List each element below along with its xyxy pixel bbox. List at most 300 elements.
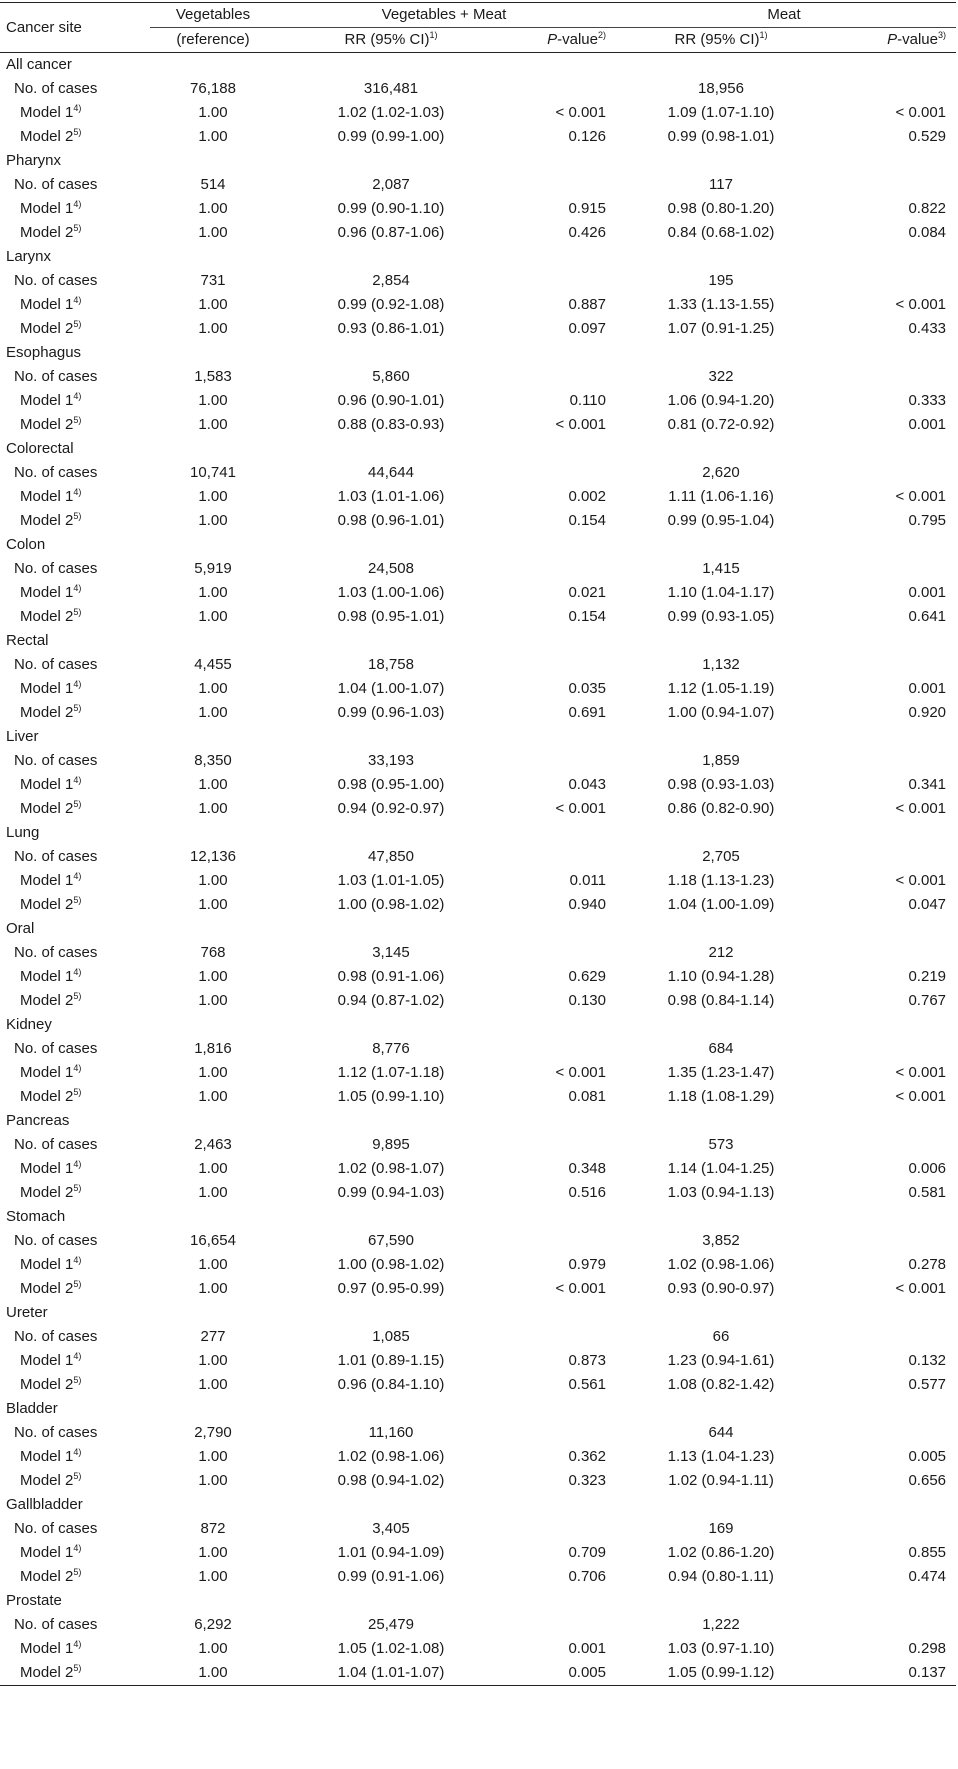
cases-empty [830,557,956,581]
model1-vm-p: 0.001 [568,1640,606,1657]
model1-ref-value: 1.00 [198,296,228,313]
model2-meat-rr: 0.99 (0.95-1.04) [667,512,775,529]
cases-vegetables: 76,188 [190,80,236,97]
model2-row [0,413,956,437]
header-vegetables: Vegetables [150,3,276,28]
cases-empty [506,1229,612,1253]
model1-label-text: Model 1 [20,680,74,697]
cases-vegetables: 5,919 [194,560,232,577]
model2-ref-value: 1.00 [198,224,228,241]
cases-label [0,1325,150,1349]
model2-label-text: Model 2 [20,800,74,817]
cases-meat: 1,222 [702,1616,740,1633]
model1-vm-p: 0.043 [568,776,606,793]
model2-meat-p: 0.656 [908,1472,947,1489]
model2-row [0,1469,956,1493]
cases-empty [830,365,956,389]
cases-meat: 573 [708,1136,734,1153]
model2-label [0,509,150,533]
model1-label [0,677,150,701]
model1-label-sup: 4) [73,583,82,593]
site-row [0,1013,956,1037]
model1-label-text: Model 1 [20,296,74,313]
cases-meat: 1,415 [702,560,740,577]
cases-empty [506,77,612,101]
site-name: Gallbladder [6,1496,83,1513]
model1-vm-p: 0.362 [568,1448,606,1465]
model1-vm-p: 0.021 [568,584,606,601]
site-row [0,1205,956,1229]
model2-meat-rr: 1.04 (1.00-1.09) [667,896,775,913]
model1-label-text: Model 1 [20,1256,74,1273]
model1-meat-p: 0.855 [908,1544,947,1561]
model1-meat-p: < 0.001 [895,104,947,121]
model1-vm-p: 0.002 [568,488,606,505]
model1-ref-value: 1.00 [198,776,228,793]
site-name: Bladder [6,1400,58,1417]
cases-row [0,461,956,485]
model1-label-text: Model 1 [20,1352,74,1369]
model1-meat-rr: 1.13 (1.04-1.23) [667,1448,775,1465]
cases-label [0,269,150,293]
model1-vm-p: 0.629 [568,968,606,985]
header-vm-p-sup: 2) [597,30,606,40]
cases-empty [830,1229,956,1253]
cases-label [0,1037,150,1061]
model1-vm-rr: 1.12 (1.07-1.18) [337,1064,445,1081]
cases-row [0,1421,956,1445]
model1-label-sup: 4) [73,295,82,305]
cases-label-text: No. of cases [14,848,98,865]
cases-empty [506,461,612,485]
model2-row [0,989,956,1013]
model2-row [0,125,956,149]
model2-vm-p: 0.706 [568,1568,606,1585]
site-name: Rectal [6,632,49,649]
model2-label-sup: 5) [73,319,82,329]
model1-vm-rr: 1.02 (1.02-1.03) [337,104,445,121]
model1-meat-p: < 0.001 [895,872,947,889]
model2-ref-value: 1.00 [198,1088,228,1105]
site-row [0,245,956,269]
cases-meat: 322 [708,368,734,385]
cases-row [0,941,956,965]
model2-meat-rr: 0.93 (0.90-0.97) [667,1280,775,1297]
cases-empty [830,1325,956,1349]
model2-meat-p: 0.529 [908,128,947,145]
model1-label-sup: 4) [73,679,82,689]
model1-meat-p: 0.006 [908,1160,947,1177]
model1-label-sup: 4) [73,1639,82,1649]
model1-label-text: Model 1 [20,968,74,985]
model2-row [0,1661,956,1686]
header-meat-rr [612,28,830,53]
model2-vm-p: 0.691 [568,704,606,721]
model2-ref-value: 1.00 [198,128,228,145]
model1-row [0,389,956,413]
table-body [0,53,956,1686]
model1-vm-rr: 1.03 (1.01-1.05) [337,872,445,889]
model2-ref-value: 1.00 [198,608,228,625]
model2-vm-rr: 0.99 (0.91-1.06) [337,1568,445,1585]
model2-label [0,1181,150,1205]
model2-vm-rr: 1.04 (1.01-1.07) [337,1664,445,1681]
model2-vm-rr: 0.94 (0.92-0.97) [337,800,445,817]
model2-vm-p: 0.561 [568,1376,606,1393]
model1-vm-rr: 1.03 (1.01-1.06) [337,488,445,505]
cases-meat: 684 [708,1040,734,1057]
model1-meat-p: 0.001 [908,584,947,601]
cases-vegetables: 8,350 [194,752,232,769]
model2-vm-rr: 0.88 (0.83-0.93) [337,416,445,433]
model2-vm-rr: 0.94 (0.87-1.02) [337,992,445,1009]
model2-row [0,701,956,725]
model2-label-text: Model 2 [20,704,74,721]
model2-ref-value: 1.00 [198,896,228,913]
model2-label-sup: 5) [73,991,82,1001]
header-vm-rr-label: RR (95% CI) [344,31,430,48]
cases-label-text: No. of cases [14,80,98,97]
cases-row [0,173,956,197]
model1-label-text: Model 1 [20,776,74,793]
cases-empty [506,1037,612,1061]
model1-row [0,677,956,701]
site-row [0,917,956,941]
cases-label [0,557,150,581]
header-vm-rr [276,28,506,53]
cases-row [0,1613,956,1637]
model2-row [0,1181,956,1205]
cases-meat: 18,956 [698,80,744,97]
model1-label-text: Model 1 [20,488,74,505]
cases-veg-meat: 2,087 [372,176,410,193]
model2-label-text: Model 2 [20,1472,74,1489]
cases-veg-meat: 67,590 [368,1232,414,1249]
header-cancer-site: Cancer site [0,3,150,53]
model1-meat-p: 0.005 [908,1448,947,1465]
cases-label [0,173,150,197]
cases-row [0,1037,956,1061]
model2-label [0,1661,150,1686]
cases-label-text: No. of cases [14,560,98,577]
model1-label-sup: 4) [73,199,82,209]
model2-meat-p: 0.001 [908,416,947,433]
cases-empty [506,749,612,773]
cases-empty [506,365,612,389]
cases-row [0,749,956,773]
model1-vm-p: 0.887 [568,296,606,313]
cases-vegetables: 4,455 [194,656,232,673]
cases-label [0,941,150,965]
model1-vm-rr: 1.00 (0.98-1.02) [337,1256,445,1273]
cases-empty [506,1517,612,1541]
header-meat-p-rest: -value [897,31,938,48]
cases-veg-meat: 18,758 [368,656,414,673]
cases-empty [506,845,612,869]
model2-label-sup: 5) [73,511,82,521]
model1-meat-rr: 1.02 (0.86-1.20) [667,1544,775,1561]
model1-label [0,1253,150,1277]
model2-label-text: Model 2 [20,1280,74,1297]
model1-row [0,1061,956,1085]
model2-label-sup: 5) [73,1087,82,1097]
header-vm-p-rest: -value [557,31,598,48]
cases-empty [830,749,956,773]
model2-label-sup: 5) [73,1279,82,1289]
model2-meat-p: 0.084 [908,224,947,241]
site-name: Prostate [6,1592,62,1609]
cases-label-text: No. of cases [14,656,98,673]
model2-label [0,1085,150,1109]
cases-label [0,1517,150,1541]
model1-vm-p: < 0.001 [555,1064,606,1081]
cases-empty [506,653,612,677]
model1-ref-value: 1.00 [198,872,228,889]
model2-label-text: Model 2 [20,128,74,145]
cases-empty [830,77,956,101]
model2-meat-rr: 0.98 (0.84-1.14) [667,992,775,1009]
model2-meat-p: 0.795 [908,512,947,529]
model1-ref-value: 1.00 [198,1064,228,1081]
model2-meat-p: 0.581 [908,1184,947,1201]
cases-veg-meat: 11,160 [368,1424,414,1441]
model2-vm-p: < 0.001 [555,416,606,433]
model1-meat-p: < 0.001 [895,296,947,313]
cases-label-text: No. of cases [14,1040,98,1057]
model1-ref-value: 1.00 [198,968,228,985]
model2-label [0,989,150,1013]
cases-empty [830,845,956,869]
cases-empty [830,269,956,293]
model2-label-text: Model 2 [20,608,74,625]
header-meat-rr-label: RR (95% CI) [674,31,760,48]
cases-vegetables: 514 [200,176,226,193]
model1-vm-p: < 0.001 [555,104,606,121]
cases-meat: 212 [708,944,734,961]
model1-label [0,1541,150,1565]
model2-row [0,1373,956,1397]
model2-meat-rr: 1.02 (0.94-1.11) [668,1472,774,1489]
model2-label-sup: 5) [73,1183,82,1193]
model1-meat-p: < 0.001 [895,488,947,505]
cases-label [0,1613,150,1637]
model1-meat-rr: 1.33 (1.13-1.55) [667,296,775,313]
model1-vm-p: 0.873 [568,1352,606,1369]
model1-label [0,1349,150,1373]
cases-empty [506,1325,612,1349]
model1-row [0,1349,956,1373]
model1-ref-value: 1.00 [198,680,228,697]
model2-vm-rr: 0.98 (0.94-1.02) [337,1472,445,1489]
cases-empty [830,1133,956,1157]
model1-meat-p: 0.341 [908,776,947,793]
model1-label [0,1637,150,1661]
cases-label-text: No. of cases [14,176,98,193]
cases-label-text: No. of cases [14,368,98,385]
model1-label-text: Model 1 [20,1448,74,1465]
cases-veg-meat: 5,860 [372,368,410,385]
model2-vm-p: 0.154 [568,608,606,625]
cases-veg-meat: 47,850 [368,848,414,865]
cases-row [0,653,956,677]
model2-vm-rr: 0.93 (0.86-1.01) [337,320,445,337]
model1-vm-rr: 1.03 (1.00-1.06) [337,584,445,601]
model2-vm-rr: 0.98 (0.95-1.01) [337,608,445,625]
model2-label-sup: 5) [73,127,82,137]
cases-veg-meat: 1,085 [372,1328,410,1345]
model1-ref-value: 1.00 [198,488,228,505]
model2-row [0,893,956,917]
model1-label-sup: 4) [73,1351,82,1361]
site-row [0,341,956,365]
cases-meat: 66 [712,1328,730,1345]
model1-label [0,581,150,605]
model2-row [0,1277,956,1301]
model1-ref-value: 1.00 [198,1352,228,1369]
model1-label-sup: 4) [73,391,82,401]
model1-label [0,1445,150,1469]
model1-row [0,1157,956,1181]
model2-label-text: Model 2 [20,1376,74,1393]
header-meat-p-sup: 3) [938,30,947,40]
model1-row [0,1445,956,1469]
model2-vm-rr: 0.99 (0.96-1.03) [337,704,445,721]
model2-vm-p: 0.516 [568,1184,606,1201]
model2-meat-rr: 0.99 (0.98-1.01) [667,128,775,145]
model1-label [0,389,150,413]
cases-vegetables: 1,583 [194,368,232,385]
model1-vm-p: 0.035 [568,680,606,697]
cases-vegetables: 1,816 [194,1040,232,1057]
cancer-risk-table [0,2,956,1686]
cases-row [0,1133,956,1157]
model2-label-text: Model 2 [20,1664,74,1681]
cases-veg-meat: 8,776 [372,1040,410,1057]
model2-label-sup: 5) [73,415,82,425]
model2-ref-value: 1.00 [198,1664,228,1681]
cases-row [0,557,956,581]
model2-label-text: Model 2 [20,1088,74,1105]
model1-label [0,293,150,317]
model1-vm-rr: 1.02 (0.98-1.07) [337,1160,445,1177]
model2-row [0,1085,956,1109]
header-vm-p-italic: P [547,31,558,48]
cases-veg-meat: 25,479 [368,1616,414,1633]
site-row [0,1589,956,1613]
model2-vm-rr: 0.98 (0.96-1.01) [337,512,445,529]
model2-meat-p: 0.474 [908,1568,947,1585]
model1-label-sup: 4) [73,103,82,113]
site-row [0,629,956,653]
model2-vm-rr: 0.97 (0.95-0.99) [337,1280,445,1297]
model1-row [0,197,956,221]
model1-label [0,965,150,989]
cases-label-text: No. of cases [14,272,98,289]
model2-vm-p: 0.940 [568,896,606,913]
model2-row [0,1565,956,1589]
model1-row [0,293,956,317]
site-name: Lung [6,824,40,841]
model2-row [0,605,956,629]
model2-vm-rr: 0.99 (0.99-1.00) [337,128,445,145]
site-name: Colorectal [6,440,74,457]
model2-vm-p: 0.126 [568,128,606,145]
model2-vm-rr: 1.00 (0.98-1.02) [337,896,445,913]
cases-meat: 1,132 [702,656,740,673]
model1-label-sup: 4) [73,871,82,881]
header-meat-p [830,28,956,53]
model1-vm-rr: 0.98 (0.91-1.06) [337,968,445,985]
model2-vm-p: 0.426 [568,224,606,241]
model2-meat-rr: 0.84 (0.68-1.02) [667,224,775,241]
model2-meat-rr: 0.86 (0.82-0.90) [667,800,775,817]
model2-vm-p: 0.097 [568,320,606,337]
cases-meat: 1,859 [702,752,740,769]
model2-ref-value: 1.00 [198,416,228,433]
model1-label-sup: 4) [73,1255,82,1265]
site-row [0,1301,956,1325]
cases-empty [830,1517,956,1541]
model1-ref-value: 1.00 [198,584,228,601]
model1-vm-p: 0.915 [568,200,606,217]
model2-vm-p: 0.081 [568,1088,606,1105]
model1-vm-p: 0.709 [568,1544,606,1561]
model1-meat-rr: 1.12 (1.05-1.19) [667,680,775,697]
model1-meat-p: < 0.001 [895,1064,947,1081]
model1-ref-value: 1.00 [198,104,228,121]
site-name: Esophagus [6,344,82,361]
model1-label [0,197,150,221]
model1-label-sup: 4) [73,487,82,497]
cases-empty [830,941,956,965]
model2-label [0,893,150,917]
model2-vm-p: 0.323 [568,1472,606,1489]
model1-meat-rr: 1.09 (1.07-1.10) [667,104,775,121]
model1-row [0,965,956,989]
model2-row [0,317,956,341]
model2-vm-rr: 0.96 (0.87-1.06) [337,224,445,241]
model2-ref-value: 1.00 [198,1376,228,1393]
model2-label-sup: 5) [73,607,82,617]
model2-ref-value: 1.00 [198,1568,228,1585]
model2-meat-rr: 1.05 (0.99-1.12) [667,1664,775,1681]
model1-label-text: Model 1 [20,1640,74,1657]
model1-ref-value: 1.00 [198,1640,228,1657]
cases-meat: 195 [708,272,734,289]
model1-meat-rr: 1.11 (1.06-1.16) [668,488,774,505]
model2-label-sup: 5) [73,799,82,809]
model2-label [0,1469,150,1493]
cases-meat: 117 [709,176,733,193]
cases-empty [506,1613,612,1637]
model1-row [0,773,956,797]
model2-label [0,701,150,725]
model1-vm-rr: 0.99 (0.90-1.10) [337,200,445,217]
model1-row [0,101,956,125]
site-name: Liver [6,728,39,745]
site-name: Oral [6,920,35,937]
model2-meat-rr: 1.18 (1.08-1.29) [667,1088,775,1105]
model2-ref-value: 1.00 [198,320,228,337]
model1-row [0,1253,956,1277]
model2-ref-value: 1.00 [198,704,228,721]
model1-label-sup: 4) [73,1063,82,1073]
cases-empty [506,557,612,581]
model1-row [0,485,956,509]
cases-vegetables: 2,790 [194,1424,232,1441]
model2-meat-rr: 0.99 (0.93-1.05) [667,608,775,625]
model1-meat-rr: 1.10 (0.94-1.28) [667,968,775,985]
